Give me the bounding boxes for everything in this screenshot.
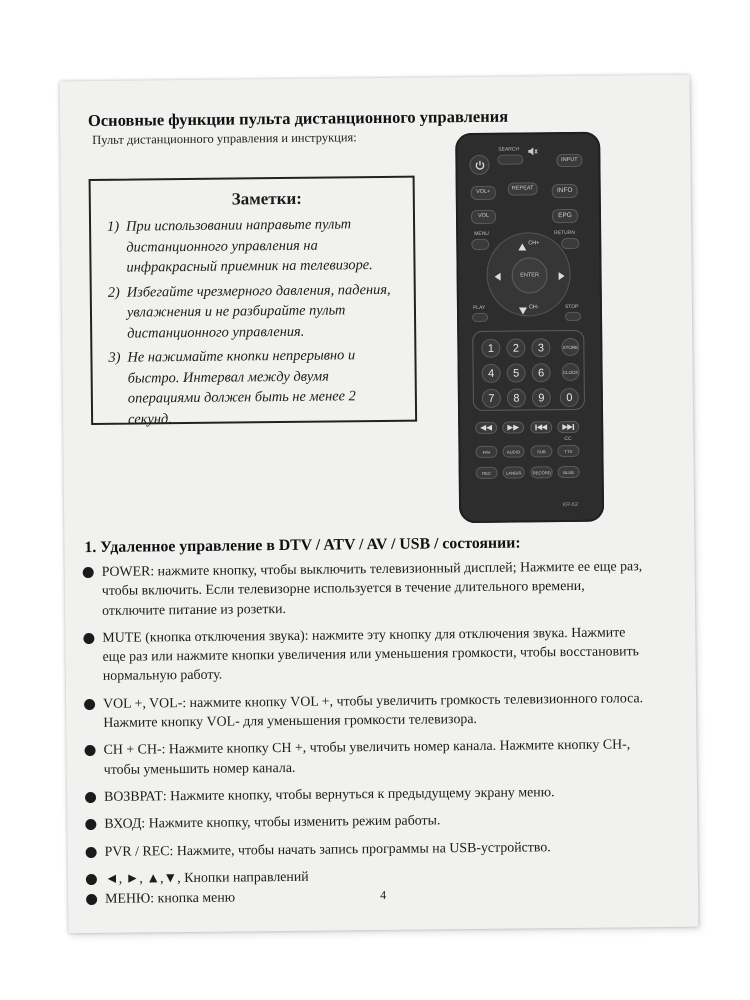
return-button bbox=[561, 238, 579, 249]
number-button-6: 6 bbox=[532, 363, 551, 382]
note-number: 2) bbox=[107, 284, 120, 301]
bullet-icon bbox=[84, 699, 95, 710]
note-text: При использовании направьте пульт дистанционного управления на инфракрасный приемник на телевизоре. bbox=[125, 216, 373, 276]
note-item bbox=[107, 214, 398, 279]
rewind-icon bbox=[475, 422, 497, 434]
return-label: RETURN bbox=[554, 229, 576, 237]
right-arrow-icon bbox=[557, 269, 567, 287]
page-title: Основные функции пульта дистанционного управления bbox=[87, 106, 509, 131]
input-button: INPUT bbox=[556, 154, 582, 167]
number-button-5: 5 bbox=[507, 363, 526, 382]
enter-button: ENTER bbox=[511, 257, 547, 293]
lang-button: LANG/R bbox=[503, 466, 525, 478]
vol-minus-button: VOL bbox=[471, 210, 496, 224]
number-button-1: 1 bbox=[481, 339, 500, 358]
down-arrow-icon bbox=[517, 303, 529, 321]
list-item-text: ВХОД: Нажмите кнопку, чтобы изменить режим работы. bbox=[104, 813, 441, 833]
note-number: 1) bbox=[106, 218, 120, 235]
list-item-text: POWER: нажмите кнопку, чтобы выключить телевизионный дисплей; Нажмите ее еще раз, чтобы включить. Если телевизорне используется в течение длительного времени, отключите питание из розетки. bbox=[101, 559, 643, 619]
left-arrow-icon bbox=[493, 270, 503, 288]
number-button-4: 4 bbox=[482, 364, 501, 383]
sub-button: SUB bbox=[530, 445, 552, 457]
stop-label: STOP bbox=[564, 303, 579, 311]
list-item bbox=[85, 809, 645, 834]
ttx-button: TTX bbox=[557, 445, 579, 457]
page-subtitle: Пульт дистанционного управления и инструкция: bbox=[92, 130, 357, 147]
play-label: PLAY bbox=[472, 304, 486, 312]
notes-box bbox=[89, 176, 418, 428]
list-item bbox=[84, 736, 644, 780]
bullet-icon bbox=[83, 633, 94, 644]
note-text: Избегайте чрезмерного давления, падения, увлажнения и не разбирайте пульт дистанционного управления. bbox=[126, 281, 391, 342]
bullet-icon bbox=[86, 874, 97, 885]
remote-control-image bbox=[455, 132, 604, 523]
model-label: KR-62 bbox=[562, 501, 579, 509]
epg-button: EPG bbox=[552, 209, 578, 223]
list-item-text: ВОЗВРАТ: Нажмите кнопку, чтобы вернуться к предыдущему экрану меню. bbox=[103, 785, 555, 805]
fast-forward-icon bbox=[502, 421, 524, 433]
notes-title: Заметки: bbox=[231, 188, 302, 209]
list-item-text: PVR / REC: Нажмите, чтобы начать запись программы на USB-устройство. bbox=[104, 839, 551, 860]
info-button: INFO bbox=[552, 184, 578, 198]
number-button-0: 0 bbox=[560, 388, 579, 407]
search-button bbox=[497, 154, 523, 164]
blue-button: BLUE bbox=[558, 466, 580, 478]
bullet-icon bbox=[86, 847, 97, 858]
page-number: 4 bbox=[380, 887, 387, 903]
note-number: 3) bbox=[108, 349, 121, 366]
bullet-icon bbox=[83, 567, 94, 578]
mute-icon bbox=[526, 144, 538, 162]
list-item bbox=[85, 782, 645, 807]
record-button: RECORD bbox=[531, 466, 553, 478]
menu-label: MENU bbox=[474, 230, 489, 237]
store-button: STORE bbox=[561, 338, 579, 356]
instruction-page bbox=[60, 75, 699, 934]
note-text: Не нажимайте кнопки непрерывно и быстро. Интервал между двумя операциями должен быть не менее 2 секунд. bbox=[127, 347, 356, 428]
play-button bbox=[472, 313, 488, 322]
ch-minus-label: CH- bbox=[528, 304, 539, 311]
number-button-3: 3 bbox=[531, 338, 550, 357]
note-item bbox=[108, 279, 399, 344]
search-label: SEARCH bbox=[498, 146, 520, 153]
function-list bbox=[83, 557, 647, 910]
fav-button: FAV bbox=[475, 446, 497, 458]
list-item bbox=[84, 689, 644, 733]
list-item-text: VOL +, VOL-: нажмите кнопку VOL +, чтобы увеличить громкость телевизионного голоса. Нажмите кнопку VOL- для уменьшения громкости телевизора. bbox=[103, 691, 644, 731]
number-button-7: 7 bbox=[482, 389, 501, 408]
list-item-text: MUTE (кнопка отключения звука): нажмите эту кнопку для отключения звука. Нажмите еще раз или нажмите кнопки увеличения или уменьшения громкости, чтобы восстановить нормальную работу. bbox=[102, 625, 640, 685]
vol-plus-button: VOL+ bbox=[471, 186, 496, 200]
clock-button: CLOCK bbox=[562, 363, 580, 381]
rec-button: REC bbox=[476, 467, 498, 479]
list-item bbox=[83, 623, 644, 687]
number-button-9: 9 bbox=[532, 388, 551, 407]
list-item bbox=[83, 557, 644, 621]
bullet-icon bbox=[85, 819, 96, 830]
number-button-2: 2 bbox=[506, 338, 525, 357]
audio-button: AUDIO bbox=[502, 445, 524, 457]
next-icon bbox=[557, 421, 579, 433]
list-item-text: ◄, ►, ▲,▼, Кнопки направлений bbox=[104, 869, 309, 887]
list-item-text: МЕНЮ: кнопка меню bbox=[105, 890, 236, 908]
note-item bbox=[108, 345, 399, 430]
bullet-icon bbox=[85, 792, 96, 803]
repeat-button: REPEAT bbox=[508, 182, 538, 195]
previous-icon bbox=[530, 421, 552, 433]
bullet-icon bbox=[85, 745, 96, 756]
power-icon bbox=[469, 155, 489, 175]
direction-pad bbox=[486, 232, 571, 317]
list-item bbox=[86, 837, 646, 862]
number-button-8: 8 bbox=[507, 388, 526, 407]
stop-button bbox=[565, 312, 581, 321]
list-item-text: CH + CH-: Нажмите кнопку CH +, чтобы увеличить номер канала. Нажмите кнопку CH-, чтобы уменьшить номер канала. bbox=[103, 737, 631, 778]
cc-label: CC bbox=[564, 435, 572, 443]
section-title: 1. Удаленное управление в DTV / ATV / AV / USB / состоянии: bbox=[84, 534, 521, 557]
ch-plus-label: CH+ bbox=[528, 240, 540, 247]
menu-button bbox=[471, 239, 489, 250]
